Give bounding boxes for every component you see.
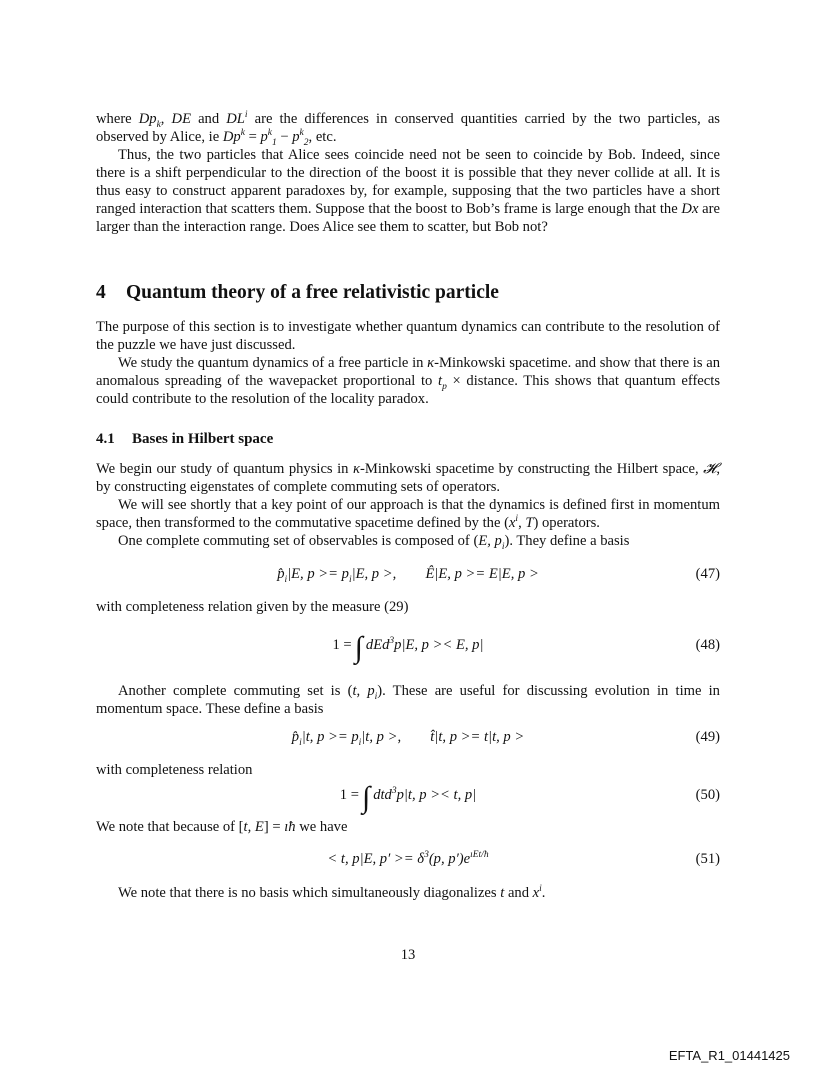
- integral-sign: ∫: [354, 631, 363, 664]
- paragraph-measure: with completeness relation given by the measure (29): [96, 599, 409, 615]
- eq50-rhs: dtd$^3$p|t, p >< t, p|: [373, 786, 477, 803]
- equation-48: [96, 631, 720, 664]
- text-where: where: [96, 111, 139, 127]
- equation-number-51: (51): [695, 851, 720, 867]
- eq48-lhs: 1 =: [332, 637, 352, 653]
- equation-number-47: (47): [695, 566, 720, 582]
- eq49-rhs: t̂|t, p >= t|t, p >: [430, 729, 525, 745]
- eq49-lhs: $p̂_i|t$, $p >= p_i|t$, p >,: [291, 729, 402, 748]
- paragraph-no-basis: We note that there is no basis which simultaneously diagonalizes t and $x^i$.: [118, 884, 546, 901]
- subsection-heading: [96, 431, 273, 448]
- section-number: 4: [96, 282, 106, 303]
- paragraph-paradox: Thus, the two particles that Alice sees coincide need not be seen to coincide by Bob. Indeed, since there is a shift perpendicular to the direction of the boost it is possible that they never collide at all. It is thus easy to construct apparent paradoxes by, for example, supposing that the two particles have a short ranged interaction that scatters them. Suppose that the boost to Bob’s frame is large enough that the Dx are larger than the interaction range. Does Alice see them to scatter, but Bob not?: [96, 147, 720, 235]
- paragraph-hilbert-space: We begin our study of quantum physics in κ-Minkowski spacetime by constructing the Hilbert space, 𝓗, by constructing eigenstates of complete commuting sets of operators.: [96, 461, 720, 495]
- integral-sign: ∫: [361, 781, 371, 814]
- equation-number-50: (50): [695, 787, 720, 803]
- equation-number-48: (48): [695, 637, 720, 653]
- page-number: 13: [400, 947, 416, 963]
- document-id-footer: EFTA_R1_01441425: [668, 1048, 790, 1063]
- paragraph-purpose: The purpose of this section is to investigate whether quantum dynamics can contribute to the resolution of the puzzle we have just discussed.: [96, 319, 720, 353]
- equation-49: [96, 729, 720, 755]
- paragraph-second-set: Another complete commuting set is (t, $p_i$). These are useful for discussing evolution in time in momentum space. These define a basis: [96, 683, 720, 717]
- paragraph-study-dynamics: We study the quantum dynamics of a free particle in κ-Minkowski spacetime. and show that there is an anomalous spreading of the wavepacket proportional to $t_p$ × distance. This shows that quantum effects could contribute to the resolution of the locality paradox.: [96, 355, 721, 407]
- equation-number-49: (49): [695, 729, 720, 745]
- equation-51: [96, 851, 720, 877]
- paragraph-conserved-quantities: where $Dp_k$, DE and $DL^i$ are the differences in conserved quantities carried by the two particles, as observed by Alice, ie $Dp^k = p^k_1 - p^k_2$, etc.: [96, 110, 720, 148]
- subsection-title: Bases in Hilbert space: [132, 431, 274, 447]
- eq47-rhs: Ê|E, p >= E|E, p >: [425, 566, 539, 582]
- subsection-number: 4.1: [96, 431, 115, 447]
- equation-50: [96, 781, 720, 814]
- eq51-lhs: < t, p|E, $p' >= \delta^3(p$, $p')e^{ıEt/ħ}$: [327, 850, 489, 867]
- paragraph-commutator: We note that because of [t, E] = ıħ we have: [96, 819, 348, 835]
- eq50-lhs: 1 =: [339, 787, 359, 803]
- paragraph-completeness: with completeness relation: [96, 762, 253, 778]
- paragraph-commuting-set: One complete commuting set of observables is composed of (E, $p_i$). They define a basis: [118, 533, 630, 552]
- section-heading: [96, 282, 499, 304]
- section-title: Quantum theory of a free relativistic particle: [126, 282, 499, 303]
- equation-47: [96, 566, 720, 592]
- eq48-rhs: dEd$^3$p|E, p >< E, p|: [365, 636, 484, 653]
- paragraph-key-point: We will see shortly that a key point of our approach is that the dynamics is defined first in momentum space, then transformed to the commutative spacetime defined by the ($x^i$, T) operators.: [96, 497, 720, 531]
- eq47-lhs: $p̂_i|E$, $p >= p_i|E$, p >,: [277, 566, 397, 585]
